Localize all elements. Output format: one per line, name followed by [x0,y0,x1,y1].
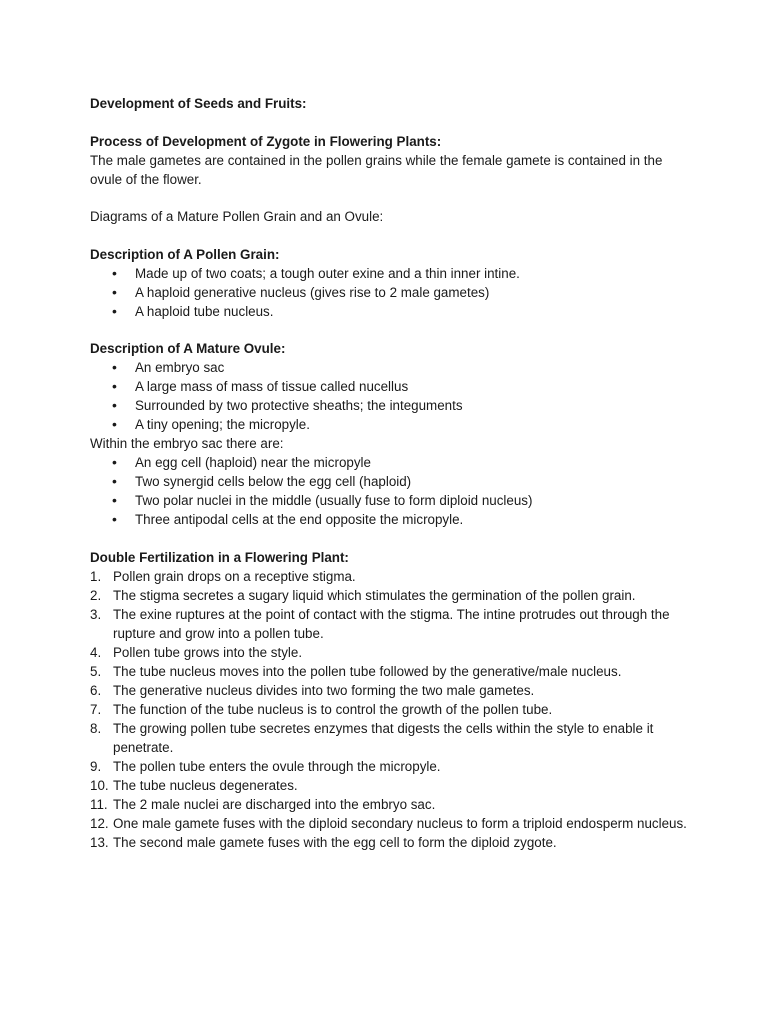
list-item: • A haploid generative nucleus (gives rise to 2 male gametes) [90,283,688,302]
diagrams-paragraph: Diagrams of a Mature Pollen Grain and an Ovule: [90,209,384,224]
step-text: Pollen tube grows into the style. [113,644,303,660]
step-number: 8. [90,720,102,736]
step-item [90,719,688,757]
document-title: Development of Seeds and Fruits: [90,96,307,111]
pollen-list [90,264,688,321]
step-number: 1. [90,568,102,584]
list-item: • Surrounded by two protective sheaths; the integuments [90,396,688,415]
zygote-heading: Process of Development of Zygote in Flowering Plants: [90,133,442,149]
zygote-paragraph: The male gametes are contained in the pollen grains while the female gamete is contained in the ovule of the flower. [90,152,663,187]
step-text: The 2 male nuclei are discharged into the embryo sac. [113,796,436,812]
step-text: The tube nucleus moves into the pollen tube followed by the generative/male nucleus. [113,663,622,679]
list-item: • Two synergid cells below the egg cell (haploid) [90,472,688,491]
step-number: 5. [90,663,102,679]
step-text: Pollen grain drops on a receptive stigma. [113,568,356,584]
step-number: 3. [90,606,102,622]
step-text: The function of the tube nucleus is to control the growth of the pollen tube. [113,701,553,717]
spacer [90,189,688,208]
list-item: • A tiny opening; the micropyle. [90,415,688,434]
spacer [90,226,688,245]
step-item [90,567,688,586]
step-text: The exine ruptures at the point of contact with the stigma. The intine protrudes out through the rupture and grow into a pollen tube. [113,606,670,641]
step-item [90,814,688,833]
step-number: 10. [90,777,109,793]
step-number: 7. [90,701,102,717]
step-item [90,700,688,719]
step-text: One male gamete fuses with the diploid secondary nucleus to form a triploid endosperm nucleus. [113,815,687,831]
spacer [90,529,688,548]
step-item [90,795,688,814]
step-item [90,757,688,776]
spacer [90,321,688,340]
step-item [90,586,688,605]
step-text: The stigma secretes a sugary liquid which stimulates the germination of the pollen grain. [113,587,636,603]
ovule-heading: Description of A Mature Ovule: [90,341,286,356]
step-text: The second male gamete fuses with the egg cell to form the diploid zygote. [113,834,557,850]
step-item [90,662,688,681]
embryo-sac-intro: Within the embryo sac there are: [90,436,284,451]
embryo-sac-list [90,453,688,529]
step-number: 13. [90,834,109,850]
step-number: 11. [90,796,108,812]
list-item: • An egg cell (haploid) near the micropyle [90,453,688,472]
spacer [90,113,688,132]
step-text: The generative nucleus divides into two forming the two male gametes. [113,682,535,698]
step-number: 12. [90,815,109,831]
list-item: • An embryo sac [90,358,688,377]
fertilization-heading: Double Fertilization in a Flowering Plant: [90,549,349,565]
list-item: • Two polar nuclei in the middle (usually fuse to form diploid nucleus) [90,491,688,510]
fertilization-steps [90,567,688,852]
list-item: • Made up of two coats; a tough outer exine and a thin inner intine. [90,264,688,283]
step-number: 9. [90,758,102,774]
step-item [90,605,688,643]
step-item [90,833,688,852]
pollen-heading: Description of A Pollen Grain: [90,246,280,262]
step-item [90,643,688,662]
list-item: • A haploid tube nucleus. [90,302,688,321]
step-number: 6. [90,682,102,698]
step-text: The growing pollen tube secretes enzymes that digests the cells within the style to enable it penetrate. [113,720,654,755]
step-text: The tube nucleus degenerates. [113,777,298,793]
step-text: The pollen tube enters the ovule through the micropyle. [113,758,441,774]
list-item: • A large mass of mass of tissue called nucellus [90,377,688,396]
step-number: 4. [90,644,102,660]
list-item: • Three antipodal cells at the end opposite the micropyle. [90,510,688,529]
step-number: 2. [90,587,102,603]
step-item [90,776,688,795]
ovule-list [90,358,688,434]
step-item [90,681,688,700]
